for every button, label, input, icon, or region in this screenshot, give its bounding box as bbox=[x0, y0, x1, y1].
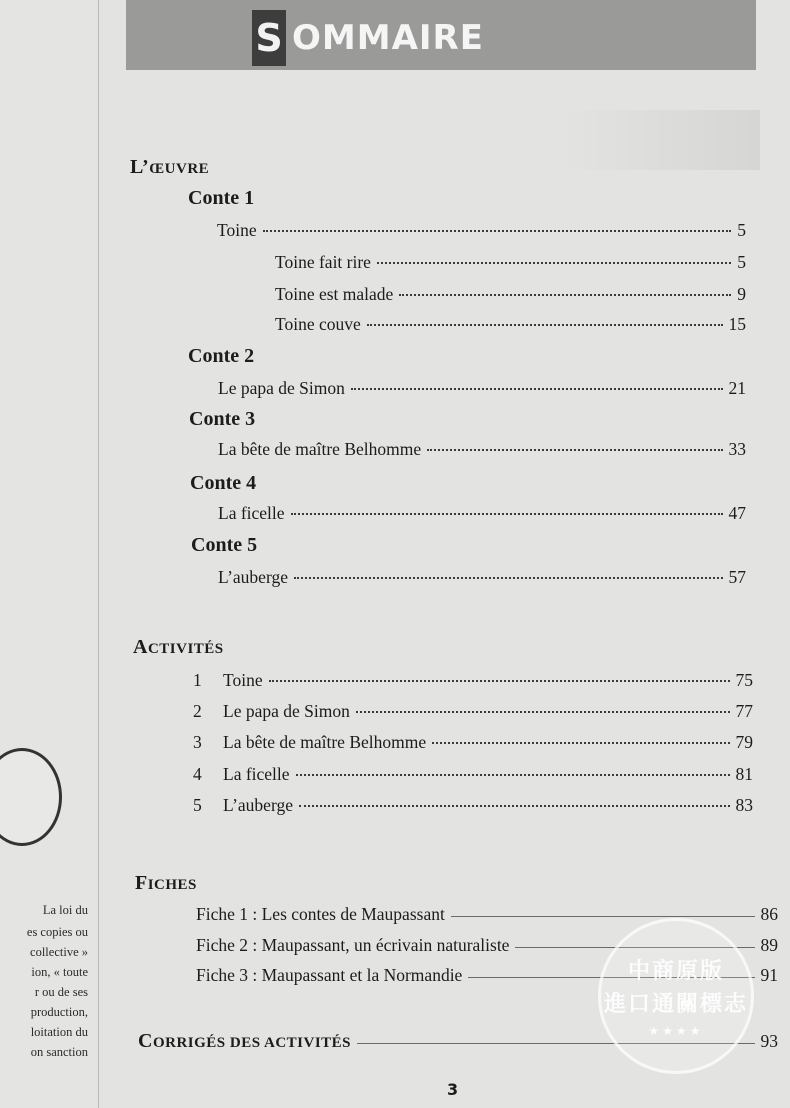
left-page-text-line: es copies ou bbox=[26, 925, 88, 939]
entry-page: 86 bbox=[760, 904, 778, 924]
conte-5-heading: Conte 5 bbox=[191, 534, 258, 556]
entry-page: 79 bbox=[735, 732, 753, 752]
entry-page: 91 bbox=[760, 965, 778, 985]
conte-1-heading: Conte 1 bbox=[188, 187, 255, 209]
dot-leader bbox=[377, 262, 731, 264]
entry-title: Toine bbox=[217, 220, 257, 240]
entry-page: 83 bbox=[735, 795, 753, 815]
section-activites-heading bbox=[133, 636, 224, 659]
entry-title: Fiche 2 : Maupassant, un écrivain naturaliste bbox=[196, 935, 510, 955]
entry-page: 9 bbox=[737, 284, 746, 304]
left-page-text-line: La loi du bbox=[42, 903, 88, 917]
entry-title: La bête de maître Belhomme bbox=[223, 732, 427, 752]
activity-number: 2 bbox=[193, 701, 202, 721]
entry-title: La ficelle bbox=[223, 764, 290, 784]
entry-title: La bête de maître Belhomme bbox=[218, 439, 422, 459]
entry-title: L’auberge bbox=[218, 567, 288, 587]
section-initial: C bbox=[138, 1030, 153, 1052]
activity-number: 1 bbox=[193, 670, 202, 690]
dot-leader bbox=[291, 513, 723, 515]
entry-page: 5 bbox=[737, 220, 746, 240]
entry-page: 15 bbox=[728, 314, 746, 334]
left-page-text-line: r ou de ses bbox=[34, 985, 88, 999]
dot-leader bbox=[296, 774, 730, 776]
entry-page: 89 bbox=[760, 935, 778, 955]
dot-leader bbox=[269, 680, 730, 682]
conte-2-heading: Conte 2 bbox=[188, 345, 255, 367]
activity-number: 5 bbox=[193, 795, 202, 815]
activity-entry-1[interactable] bbox=[193, 669, 753, 691]
section-initial: F bbox=[135, 872, 148, 894]
toc-entry-toine-couve[interactable] bbox=[275, 313, 746, 335]
left-page-text-line: loitation du bbox=[30, 1025, 88, 1039]
conte-3-heading: Conte 3 bbox=[189, 408, 256, 430]
banner-initial: S bbox=[252, 10, 286, 66]
entry-page: 5 bbox=[737, 252, 746, 272]
entry-title: Fiche 3 : Maupassant et la Normandie bbox=[196, 965, 463, 985]
entry-title: Fiche 1 : Les contes de Maupassant bbox=[196, 904, 445, 924]
activity-entry-5[interactable] bbox=[193, 794, 753, 816]
left-page-text-line: production, bbox=[30, 1005, 88, 1019]
left-page-text-line: on sanction bbox=[30, 1045, 88, 1059]
dot-leader bbox=[427, 449, 722, 451]
entry-page: 81 bbox=[735, 764, 753, 784]
conte-4-heading: Conte 4 bbox=[190, 472, 257, 494]
toc-entry-toine-est-malade[interactable] bbox=[275, 283, 746, 305]
activity-entry-3[interactable] bbox=[193, 731, 753, 753]
dot-leader bbox=[356, 711, 730, 713]
toc-entry-papa-de-simon[interactable] bbox=[218, 377, 746, 399]
stamp-line-1: 中商原版 bbox=[627, 959, 724, 984]
import-watermark-stamp bbox=[598, 918, 754, 1074]
page-number: 3 bbox=[447, 1080, 459, 1099]
entry-title: Toine fait rire bbox=[275, 252, 371, 272]
activity-number: 4 bbox=[193, 764, 202, 784]
activity-entry-2[interactable] bbox=[193, 700, 753, 722]
toc-entry-toine-fait-rire[interactable] bbox=[275, 251, 746, 273]
entry-page: 47 bbox=[728, 503, 746, 523]
dot-leader bbox=[432, 742, 729, 744]
entry-title: Le papa de Simon bbox=[223, 701, 350, 721]
toc-entry-ficelle[interactable] bbox=[218, 502, 746, 524]
dot-leader bbox=[299, 805, 730, 807]
entry-title: Le papa de Simon bbox=[218, 378, 345, 398]
left-page-text-line: collective » bbox=[30, 945, 88, 959]
stamp-line-2: 進口通關標志 bbox=[603, 992, 748, 1017]
activity-number: 3 bbox=[193, 732, 202, 752]
entry-page: 93 bbox=[760, 1031, 778, 1051]
entry-page: 21 bbox=[728, 378, 746, 398]
entry-page: 75 bbox=[735, 670, 753, 690]
dot-leader bbox=[294, 577, 723, 579]
entry-title: La ficelle bbox=[218, 503, 285, 523]
section-rest: ORRIGÉS DES ACTIVITÉS bbox=[152, 1035, 352, 1051]
dot-leader bbox=[399, 294, 731, 296]
section-initial: A bbox=[133, 636, 148, 658]
section-rest: CTIVITÉS bbox=[147, 641, 224, 657]
entry-page: 57 bbox=[728, 567, 746, 587]
entry-page: 77 bbox=[735, 701, 753, 721]
banner-title: OMMAIRE bbox=[292, 18, 484, 58]
entry-page: 33 bbox=[728, 439, 746, 459]
stamp-stars: ★★★★ bbox=[648, 1024, 704, 1038]
dot-leader bbox=[351, 388, 723, 390]
left-page-text-line: ion, « toute bbox=[31, 965, 88, 979]
dot-leader bbox=[367, 324, 723, 326]
eco-label-badge bbox=[0, 748, 62, 846]
toc-entry-auberge[interactable] bbox=[218, 566, 746, 588]
section-oeuvre-heading bbox=[130, 156, 209, 179]
section-rest: ICHES bbox=[147, 877, 197, 893]
entry-title: L’auberge bbox=[223, 795, 293, 815]
section-rest: ŒUVRE bbox=[149, 161, 210, 177]
show-through-shadow bbox=[560, 110, 760, 170]
section-fiches-heading bbox=[135, 872, 197, 895]
left-page-edge bbox=[0, 0, 99, 1108]
section-corriges-heading bbox=[138, 1030, 351, 1054]
toc-entry-toine[interactable] bbox=[217, 219, 746, 241]
entry-title: Toine bbox=[223, 670, 263, 690]
line-leader bbox=[451, 916, 755, 917]
section-initial: L’ bbox=[130, 156, 150, 178]
entry-title: Toine est malade bbox=[275, 284, 394, 304]
dot-leader bbox=[263, 230, 732, 232]
entry-title: Toine couve bbox=[275, 314, 361, 334]
toc-entry-bete-belhomme[interactable] bbox=[218, 438, 746, 460]
activity-entry-4[interactable] bbox=[193, 763, 753, 785]
